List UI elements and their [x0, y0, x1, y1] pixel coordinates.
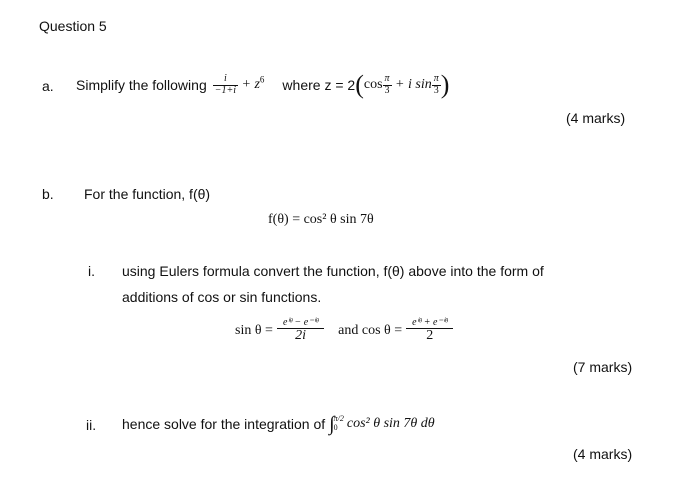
sub-ii-text: hence solve for the integration of: [122, 416, 326, 432]
sub-i-marks: (7 marks): [573, 359, 633, 375]
and-cos-lhs: and cos θ =: [338, 323, 403, 338]
cos-fraction: $\frac{\text{eⁱᶿ + e⁻ⁱᶿ}}{2}$: [406, 318, 453, 344]
cos-term: cos $\frac{\pi}{3}$ + i sin $\frac{\pi}{3}$: [363, 73, 439, 96]
pi-over-3-fraction: $\frac{\pi}{3}$: [384, 73, 390, 96]
sin-fraction: $\frac{\text{eⁱᶿ − e⁻ⁱᶿ}}{2i}$: [277, 318, 324, 344]
plus-z: + z: [241, 77, 260, 93]
sub-i-label: i.: [88, 263, 95, 279]
part-a-marks: (4 marks): [566, 110, 626, 126]
close-paren: ): [440, 70, 450, 99]
part-a-prefix: Simplify the following: [76, 77, 207, 93]
euler-formulas: [235, 311, 453, 351]
integral-limits: [334, 415, 344, 433]
fraction-i-over-minus1-plus-i: [213, 74, 238, 96]
sub-ii-question: [122, 407, 435, 441]
integral-sign: ∫: [329, 412, 335, 435]
function-equation: f(θ) = cos² θ sin 7θ: [268, 212, 374, 227]
sin-lhs: sin θ =: [235, 323, 273, 338]
part-a-question: [76, 68, 449, 102]
sub-ii-marks: (4 marks): [573, 446, 633, 462]
integrand: cos² θ sin 7θ dθ: [346, 416, 435, 431]
part-b-label: b.: [42, 186, 54, 202]
where-z-text: where z = 2: [282, 77, 356, 93]
fraction-numerator: i: [213, 74, 238, 86]
lower-limit: 0: [333, 423, 338, 432]
part-a-label: a.: [42, 78, 54, 94]
upper-limit: π/2: [333, 414, 344, 424]
sub-i-text-line1: using Eulers formula convert the function, f(θ) above into the form of: [122, 263, 544, 279]
pi-over-3-fraction-2: $\frac{\pi}{3}$: [433, 73, 439, 96]
fraction-denominator: −1+i: [214, 84, 237, 96]
integral-expression: [329, 413, 435, 436]
sub-ii-label: ii.: [86, 417, 97, 433]
question-title: Question 5: [39, 18, 107, 34]
part-b-intro: For the function, f(θ): [84, 186, 211, 202]
sub-i-text-line2: additions of cos or sin functions.: [122, 289, 322, 305]
z-power: 6: [259, 74, 265, 85]
open-paren: (: [355, 70, 364, 99]
part-a-expression: [213, 74, 265, 96]
